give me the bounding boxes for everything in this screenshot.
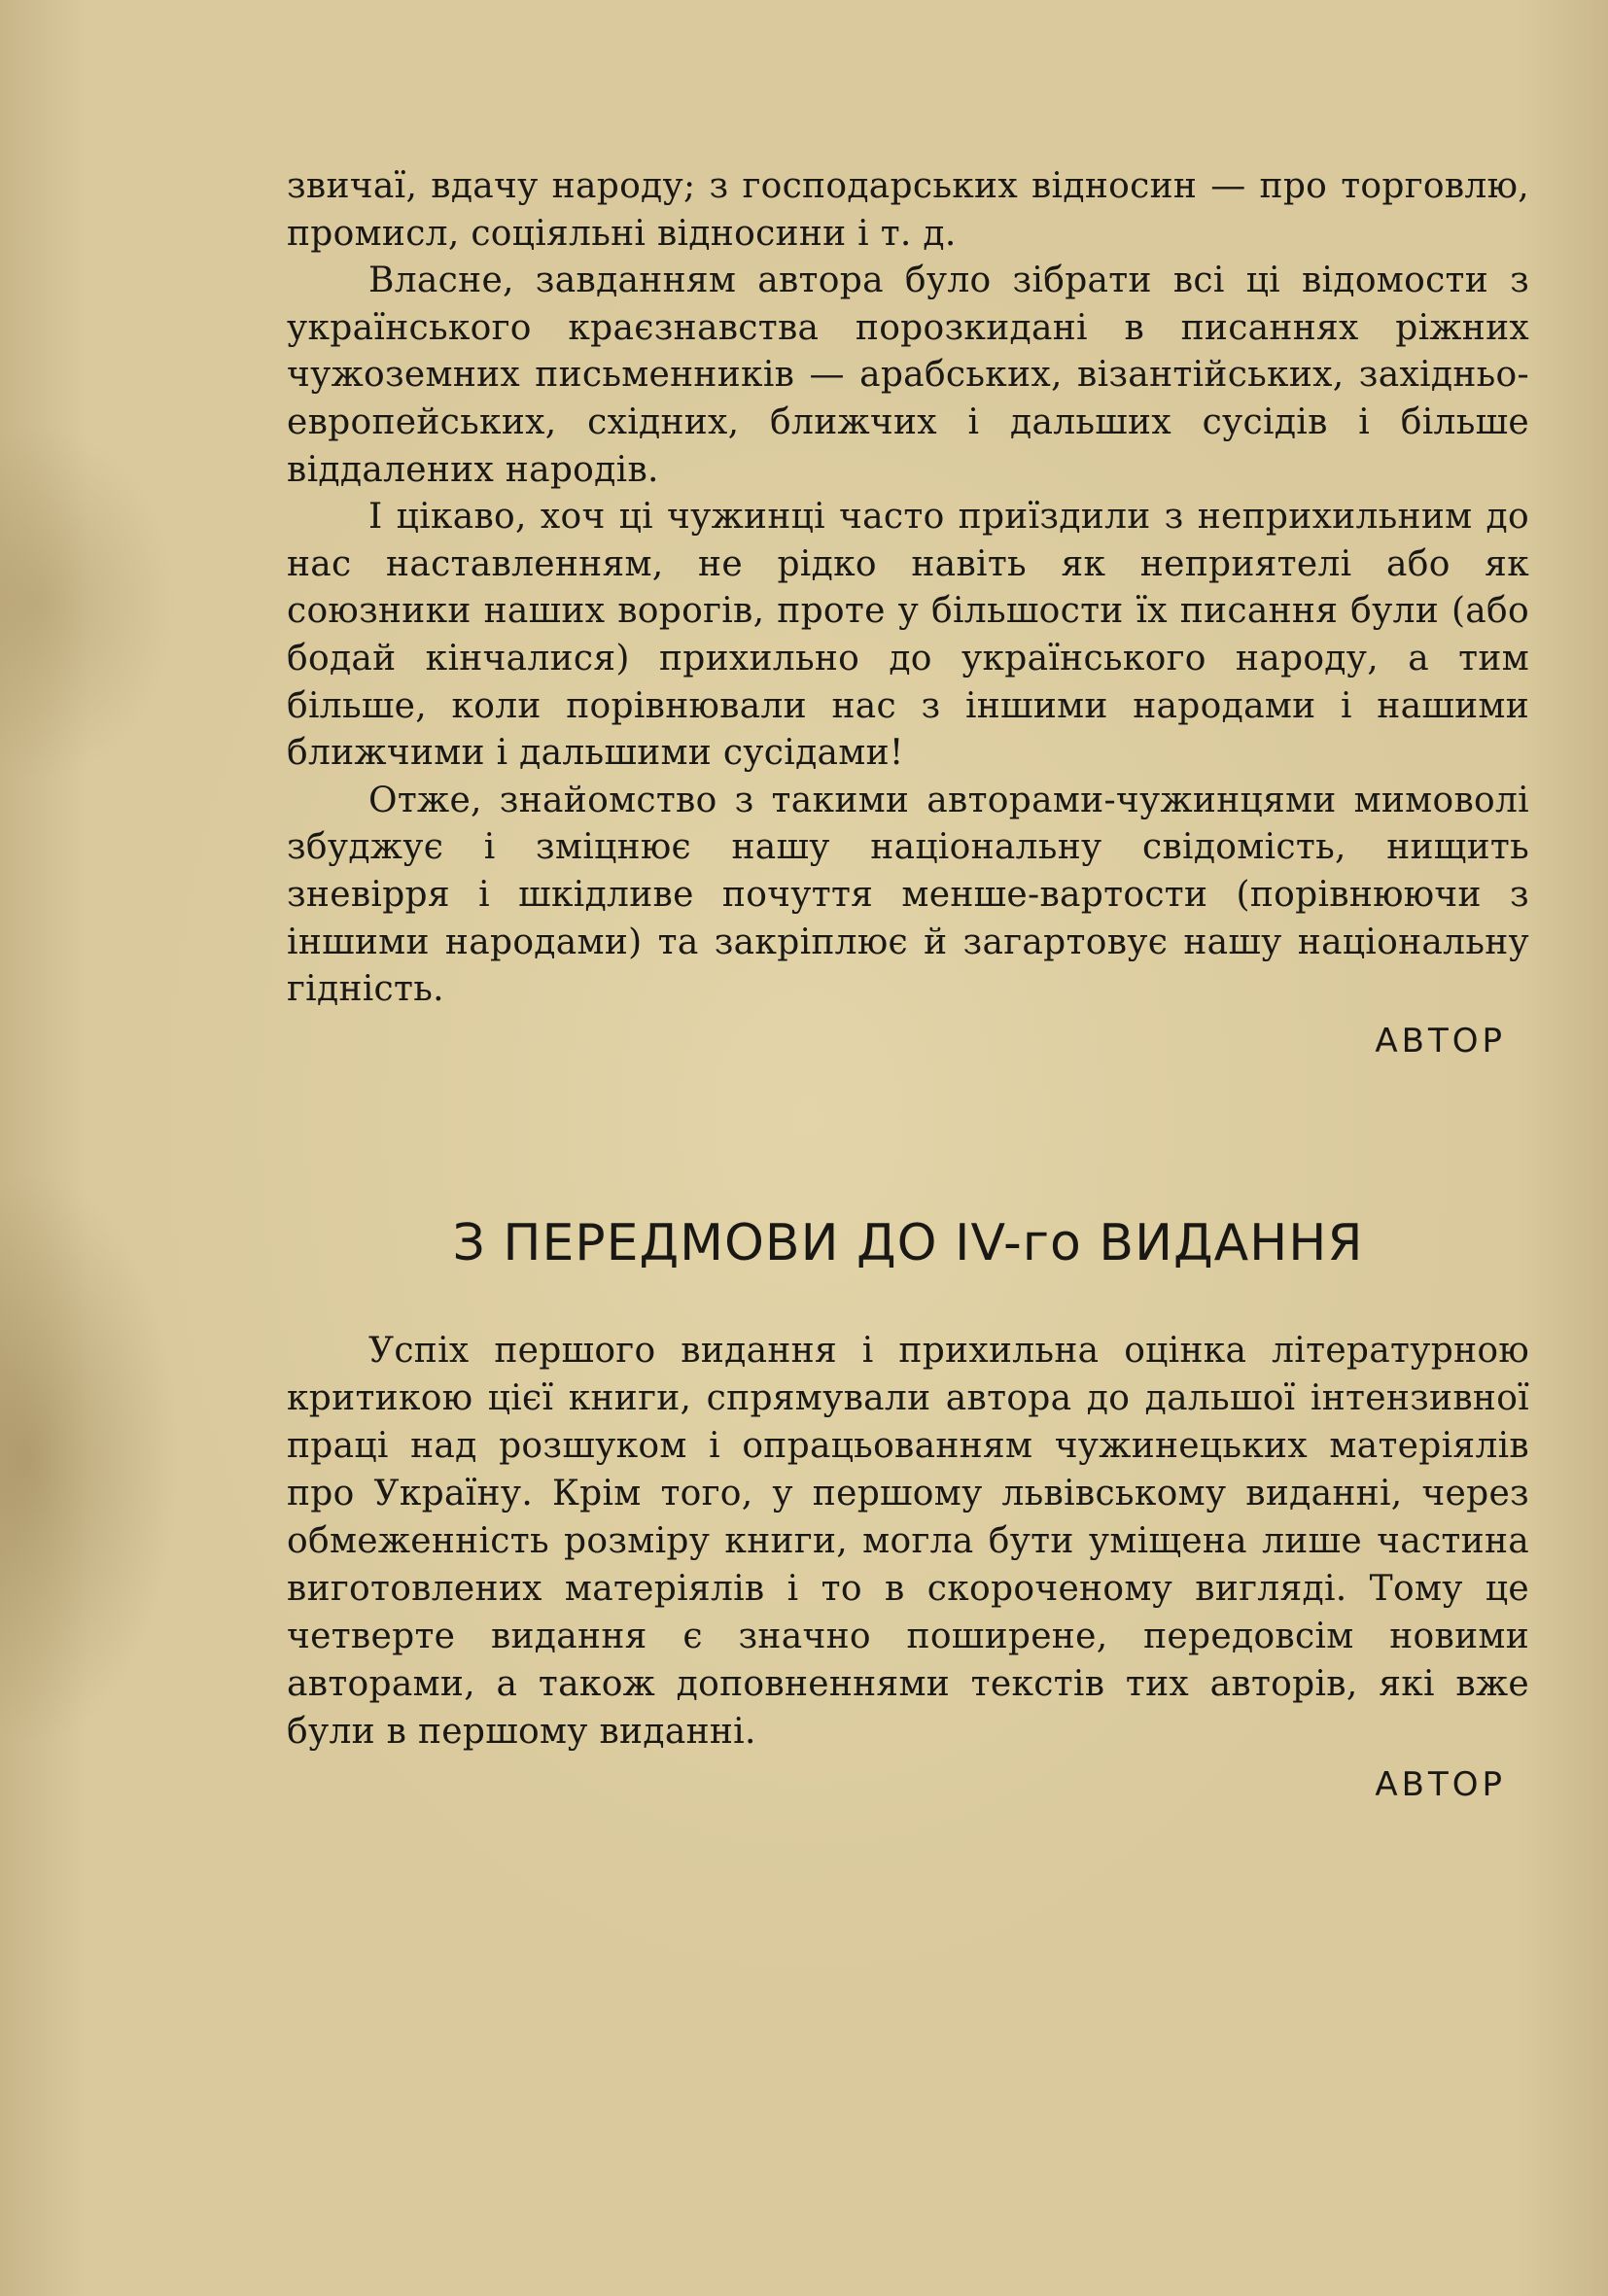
paragraph-continuation: звичаї, вдачу народу; з господарських відносин — про торговлю, промисл, соціяльні відносини і т. д. [287,166,1529,254]
paragraph-foreigners-view: І цікаво, хоч ці чужинці часто приїздили з неприхильним до нас наставленням, не рідко навіть як неприятелі або як союзники наших ворогів, проте у більшости їх писання були (або бодай кінчалися) прихильно до українського народу, а тим більше, коли порівнювали нас з іншими народами і нашими ближчими і дальшими сусідами! [287,497,1529,774]
author-signature: АВТОР [1375,1021,1506,1061]
paragraph-author-task: Власне, завданням автора було зібрати всі ці відомости з українського краєзнавства порозкидані в писаннях ріжних чужоземних письменників — арабських, візантійських, західньо-европейських, східних, ближчих і дальших сусідів і більше віддалених народів. [287,261,1529,490]
paragraph-national-awareness: Отже, знайомство з такими авторами-чужинцями мимоволі збуджує і зміцнює нашу національну свідомість, нищить зневірря і шкідливе почуття менше-вартости (порівнюючи з іншими народами) та закріплює й загартовує нашу національну гідність. [287,780,1529,1010]
paragraph-fourth-edition: Успіх першого видання і прихильна оцінка літературною критикою цієї книги, спрямували автора до дальшої інтензивної праці над розшуком і опрацьованням чужинецьких матеріялів про Україну. Крім того, у першому львівському виданні, через обмеженність розміру книги, могла бути уміщена лише частина виготовлених матеріялів і то в скороченому вигляді. Тому це четверте видання є значно поширене, передовсім новими авторами, а також доповненнями текстів тих авторів, які вже були в першому виданні. [287,1330,1529,1752]
book-page [287,163,1529,1804]
author-signature-2: АВТОР [1375,1764,1506,1804]
section-heading: З ПЕРЕДМОВИ ДО IV-го ВИДАННЯ [452,1213,1364,1272]
preface-continuation [287,163,1529,1061]
fourth-edition-preface [287,1214,1529,1804]
